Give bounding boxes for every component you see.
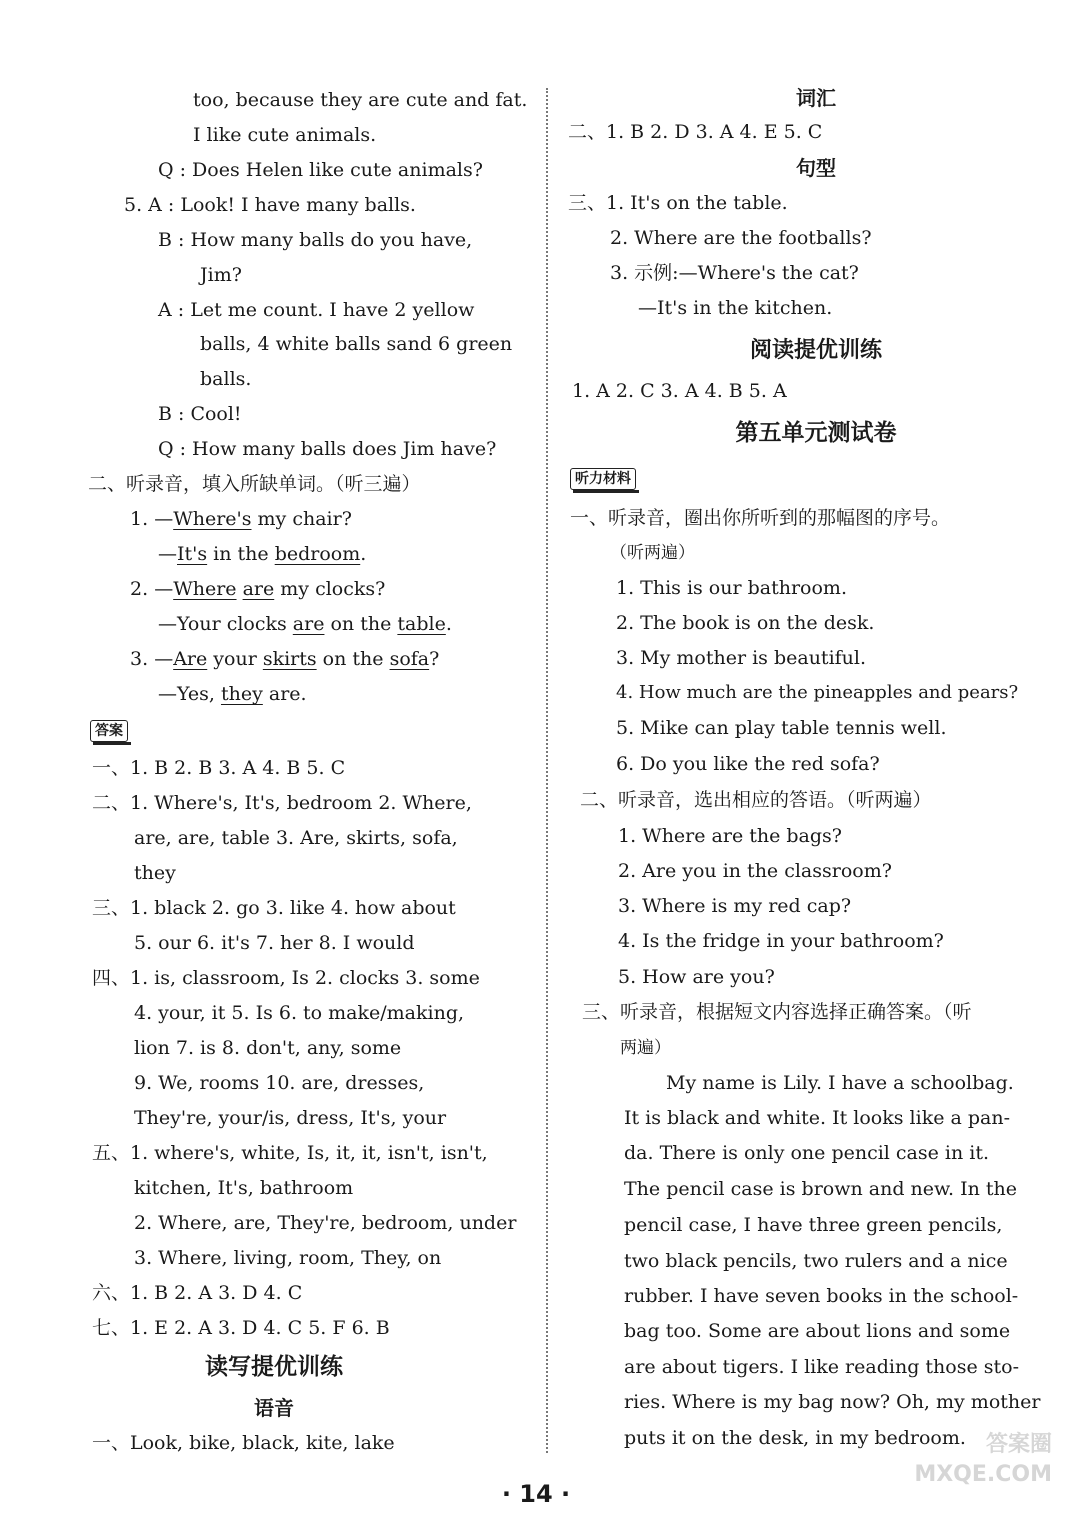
listening-item: 3. My mother is beautiful. — [616, 647, 867, 669]
listening-item: 4. How much are the pineapples and pears? — [616, 682, 1019, 703]
dialog-line: 5. A : Look! I have many balls. — [124, 194, 416, 216]
listening-item: 1. This is our bathroom. — [616, 577, 847, 599]
answer-line: 六、1. B 2. A 3. D 4. C — [92, 1282, 303, 1304]
section-note: 两遍） — [620, 1038, 671, 1058]
dialog-line: A : Let me count. I have 2 yellow — [158, 299, 475, 321]
fill-blank-item: 2. —Where are my clocks? — [130, 578, 386, 600]
listening-item: 5. Mike can play table tennis well. — [616, 717, 947, 739]
dialog-line: Q : How many balls does Jim have? — [158, 438, 497, 460]
listening-item: 2. Are you in the classroom? — [618, 860, 892, 882]
passage-line: are about tigers. I like reading those sto- — [624, 1356, 1019, 1378]
answer-line: 三、1. It's on the table. — [568, 192, 788, 214]
dialog-line: balls, 4 white balls sand 6 green — [200, 333, 513, 355]
dialog-line: B : How many balls do you have, — [158, 229, 473, 251]
sub-heading: 句型 — [796, 156, 836, 180]
unit-title: 第五单元测试卷 — [735, 420, 897, 446]
passage-line: pencil case, I have three green pencils, — [624, 1214, 1003, 1236]
section-title: 二、听录音，填入所缺单词。（听三遍） — [88, 473, 421, 495]
watermark: 答案圈 MXQE.COM — [914, 1432, 1052, 1487]
answer-line: 2. Where are the footballs? — [610, 227, 872, 249]
answer-line: 5. our 6. it's 7. her 8. I would — [134, 932, 415, 954]
sub-heading: 词汇 — [796, 86, 836, 110]
answer-tag: 答案 — [90, 720, 128, 742]
listening-item: 6. Do you like the red sofa? — [616, 753, 880, 775]
listening-item: 3. Where is my red cap? — [618, 895, 852, 917]
passage-line: rubber. I have seven books in the school- — [624, 1285, 1019, 1307]
answer-line: —It's in the kitchen. — [638, 297, 833, 319]
answer-line: 9. We, rooms 10. are, dresses, — [134, 1072, 425, 1094]
listening-item: 5. How are you? — [618, 966, 775, 988]
listening-item: 4. Is the fridge in your bathroom? — [618, 930, 944, 952]
answer-line: 一、Look, bike, black, kite, lake — [92, 1432, 395, 1454]
dialog-line: Jim? — [200, 264, 242, 286]
dialog-line: too, because they are cute and fat. — [193, 89, 528, 111]
answer-line: 3. 示例:—Where's the cat? — [610, 262, 859, 284]
passage-line: My name is Lily. I have a schoolbag. — [666, 1072, 1014, 1094]
answer-line: kitchen, It's, bathroom — [134, 1177, 354, 1199]
listening-item: 1. Where are the bags? — [618, 825, 842, 847]
fill-blank-item: 3. —Are your skirts on the sofa? — [130, 648, 440, 670]
section-title: 二、听录音，选出相应的答语。（听两遍） — [580, 789, 932, 811]
passage-line: two black pencils, two rulers and a nice — [624, 1250, 1008, 1272]
answer-line: 3. Where, living, room, They, on — [134, 1247, 442, 1269]
dialog-line: balls. — [200, 368, 252, 390]
answer-line: They're, your/is, dress, It's, your — [134, 1107, 447, 1129]
passage-line: puts it on the desk, in my bedroom. — [624, 1427, 966, 1449]
dialog-line: I like cute animals. — [193, 124, 377, 146]
answer-line: they — [134, 862, 176, 884]
fill-blank-item: —Yes, they are. — [158, 683, 307, 705]
answer-line: 2. Where, are, They're, bedroom, under — [134, 1212, 517, 1234]
column-divider — [546, 88, 548, 1453]
answer-line: 二、1. B 2. D 3. A 4. E 5. C — [568, 121, 823, 143]
fill-blank-item: 1. —Where's my chair? — [130, 508, 352, 530]
section-title: 三、听录音，根据短文内容选择正确答案。（听 — [582, 1001, 972, 1023]
dialog-line: B : Cool! — [158, 403, 242, 425]
answer-line: 一、1. B 2. B 3. A 4. B 5. C — [92, 757, 346, 779]
listening-item: 2. The book is on the desk. — [616, 612, 875, 634]
page-number: · 14 · — [501, 1480, 571, 1508]
fill-blank-item: —Your clocks are on the table. — [158, 613, 452, 635]
answer-line: 五、1. where's, white, Is, it, it, isn't, isn't, — [92, 1142, 488, 1164]
fill-blank-item: —It's in the bedroom. — [158, 543, 367, 565]
answer-line: 1. A 2. C 3. A 4. B 5. A — [572, 380, 787, 402]
answer-line: 二、1. Where's, It's, bedroom 2. Where, — [92, 792, 472, 814]
passage-line: ries. Where is my bag now? Oh, my mother — [624, 1391, 1041, 1413]
answer-line: 三、1. black 2. go 3. like 4. how about — [92, 897, 456, 919]
section-note: （听两遍） — [610, 543, 695, 563]
answer-line: are, are, table 3. Are, skirts, sofa, — [134, 827, 458, 849]
section-title: 一、听录音，圈出你所听到的那幅图的序号。 — [570, 507, 951, 529]
sub-heading: 语音 — [254, 1396, 294, 1420]
answer-line: 七、1. E 2. A 3. D 4. C 5. F 6. B — [92, 1317, 390, 1339]
passage-line: It is black and white. It looks like a pan- — [624, 1107, 1011, 1129]
answer-line: lion 7. is 8. don't, any, some — [134, 1037, 402, 1059]
section-heading: 阅读提优训练 — [749, 338, 882, 363]
answer-line: 四、1. is, classroom, Is 2. clocks 3. some — [92, 967, 480, 989]
passage-line: da. There is only one pencil case in it. — [624, 1142, 990, 1164]
answer-line: 4. your, it 5. Is 6. to make/making, — [134, 1002, 465, 1024]
passage-line: bag too. Some are about lions and some — [624, 1320, 1011, 1342]
passage-line: The pencil case is brown and new. In the — [624, 1178, 1017, 1200]
listening-tag: 听力材料 — [570, 468, 636, 490]
section-heading: 读写提优训练 — [205, 1354, 343, 1380]
dialog-line: Q : Does Helen like cute animals? — [158, 159, 483, 181]
